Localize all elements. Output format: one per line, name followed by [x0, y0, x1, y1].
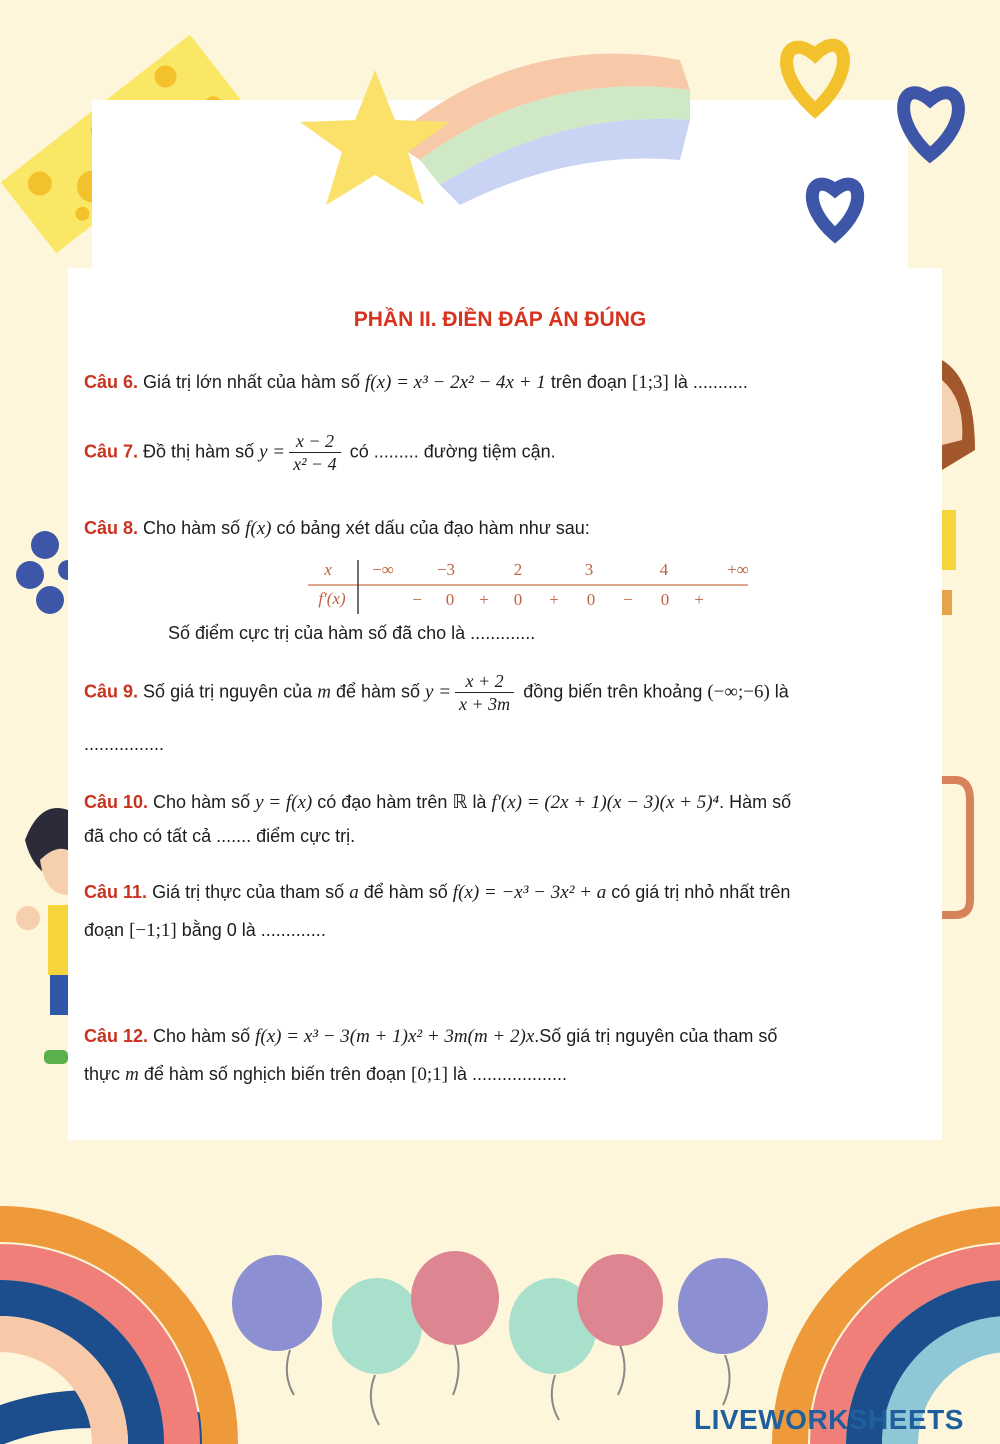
section-title: PHẦN II. ĐIỀN ĐÁP ÁN ĐÚNG [353, 308, 647, 331]
x-value: 3 [584, 560, 594, 579]
question-11: Câu 11. Giá trị thực của tham số a để hàm số f(x) = −x³ − 3x² + a có giá trị nhỏ nhất trên [84, 882, 791, 903]
liveworksheets-logo[interactable]: LIVEWORKSHEETS [694, 1404, 964, 1435]
sign: 0 [445, 590, 455, 609]
row-label-derivative: f′(x) [318, 589, 346, 608]
question-7: Câu 7. Đồ thị hàm số y = $\frac{x - 2}{\text{x² − 4}}$ có ......... đường tiệm cận. [84, 431, 556, 474]
x-value: 2 [513, 560, 523, 579]
question-label: Câu 9. [84, 681, 139, 702]
question-11-line2: đoạn [−1;1] bằng 0 là ............. [84, 920, 326, 941]
question-label: Câu 10. [84, 792, 149, 812]
sign: + [479, 590, 489, 609]
rainbow-left-decoration [0, 1224, 220, 1444]
row-label-x: x [324, 560, 332, 579]
sign: + [694, 590, 704, 609]
question-label: Câu 11. [84, 882, 148, 902]
question-label: Câu 12. [84, 1026, 149, 1046]
question-9: Câu 9. Số giá trị nguyên của m để hàm số y = $\frac{x + 2}{x + 3m}$ đồng biến trên khoảng (−∞;−6) là [84, 671, 789, 714]
question-6: Câu 6. Giá trị lớn nhất của hàm số f(x) = x³ − 2x² − 4x + 1 trên đoạn [1;3] là ........... [84, 372, 748, 393]
question-9-line2: ................ [84, 734, 165, 754]
x-value: −∞ [372, 560, 394, 579]
question-label: Câu 7. [84, 441, 139, 462]
x-value: 4 [659, 560, 669, 579]
bracket-decoration [942, 780, 970, 915]
fraction: $\frac{x + 2}{x + 3m}$ [455, 670, 514, 715]
balloons-decoration [232, 1251, 768, 1425]
sign-table [308, 560, 758, 616]
question-12-line2: thực m để hàm số nghịch biến trên đoạn [0;1] là ................... [84, 1064, 568, 1085]
question-10-line2: đã cho có tất cả ....... điểm cực trị. [84, 826, 356, 846]
math-expression: f(x) = x³ − 2x² − 4x + 1 [364, 372, 546, 393]
fraction: $\frac{x - 2}{\text{x² − 4}}$ [289, 430, 341, 475]
sign: 0 [586, 590, 596, 609]
question-12: Câu 12. Cho hàm số f(x) = x³ − 3(m + 1)x² + 3m(m + 2)x.Số giá trị nguyên của tham số [84, 1026, 778, 1047]
sign: − [623, 590, 633, 609]
sign: 0 [660, 590, 670, 609]
sign: + [549, 590, 559, 609]
question-label: Câu 6. [84, 372, 139, 392]
x-value: −3 [436, 560, 456, 579]
x-value: +∞ [727, 560, 749, 579]
girl-illustration [942, 360, 975, 615]
question-label: Câu 8. [84, 518, 139, 538]
question-8: Câu 8. Cho hàm số f(x) có bảng xét dấu của đạo hàm như sau: [84, 518, 590, 539]
sign: 0 [513, 590, 523, 609]
sign: − [412, 590, 422, 609]
boy-illustration [16, 808, 68, 1064]
question-8-followup: Số điểm cực trị của hàm số đã cho là ............. [168, 623, 536, 643]
question-10: Câu 10. Cho hàm số y = f(x) có đạo hàm trên ℝ là f′(x) = (2x + 1)(x − 3)(x + 5)⁴. Hàm số [84, 792, 792, 813]
